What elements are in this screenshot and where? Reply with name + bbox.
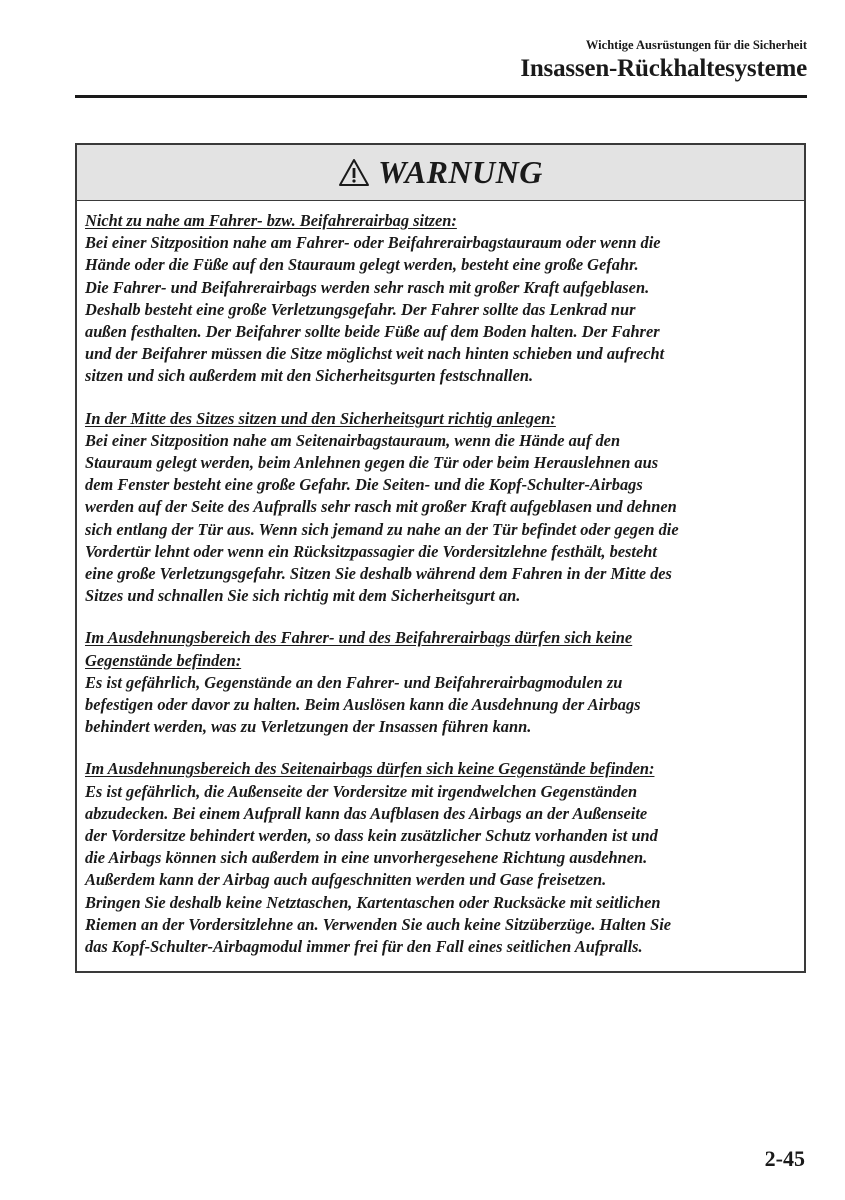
page-number: 2-45 [764,1146,805,1171]
section-text-line: befestigen oder davor zu halten. Beim Auslösen kann die Ausdehnung der Airbags [85,695,641,715]
section-text-line: das Kopf-Schulter-Airbagmodul immer frei für den Fall eines seitlichen Aufpralls. [85,937,643,957]
section-heading: Im Ausdehnungsbereich des Seitenairbags dürfen sich keine Gegenstände befinden: [85,759,655,779]
warning-header [77,145,804,201]
section-subtitle: Wichtige Ausrüstungen für die Sicherheit [585,38,807,52]
section-text-line: Außerdem kann der Airbag auch aufgeschnitten werden und Gase freisetzen. [85,870,607,890]
warning-box [75,143,806,973]
page-title: Insassen-Rückhaltesysteme [520,55,807,82]
section-text-line: Sitzes und schnallen Sie sich richtig mit dem Sicherheitsgurt an. [85,586,521,606]
section-heading: Im Ausdehnungsbereich des Fahrer- und des Beifahrerairbags dürfen sich keine [85,628,633,648]
section-text-line: dem Fenster besteht eine große Gefahr. Die Seiten- und die Kopf-Schulter-Airbags [85,475,643,495]
warning-section [85,627,796,738]
section-text-line: die Airbags können sich außerdem in eine unvorhergesehene Richtung ausdehnen. [85,848,648,868]
section-text-line: der Vordersitze behindert werden, so dass kein zusätzlicher Schutz vorhanden ist und [85,826,658,846]
section-text-line: Riemen an der Vordersitzlehne an. Verwenden Sie auch keine Sitzüberzüge. Halten Sie [85,914,672,934]
section-heading: Gegenstände befinden: [85,650,242,670]
section-text-line: Bringen Sie deshalb keine Netztaschen, Kartentaschen oder Rucksäcke mit seitlichen [85,892,661,912]
section-text-line: Bei einer Sitzposition nahe am Seitenairbagstauraum, wenn die Hände auf den [85,430,621,450]
section-text-line: Deshalb besteht eine große Verletzungsgefahr. Der Fahrer sollte das Lenkrad nur [85,299,636,319]
header-divider [75,95,807,98]
section-heading: In der Mitte des Sitzes sitzen und den Sicherheitsgurt richtig anlegen: [85,408,556,428]
section-heading: Nicht zu nahe am Fahrer- bzw. Beifahrerairbag sitzen: [85,211,457,230]
section-text-line: werden auf der Seite des Aufpralls sehr rasch mit großer Kraft aufgeblasen und dehnen [85,497,677,517]
section-text-line: sich entlang der Tür aus. Wenn sich jemand zu nahe an der Tür befindet oder gegen die [85,519,679,539]
warning-triangle-icon [338,157,370,189]
section-text-line: Vordertür lehnt oder wenn ein Rücksitzpassagier die Vordersitzlehne festhält, besteht [85,541,657,561]
section-text-line: eine große Verletzungsgefahr. Sitzen Sie deshalb während dem Fahren in der Mitte des [85,564,672,584]
section-text-line: Es ist gefährlich, Gegenstände an den Fahrer- und Beifahrerairbagmodulen zu [85,672,623,692]
warning-section [85,408,796,608]
section-text-line: abzudecken. Bei einem Aufprall kann das Aufblasen des Airbags an der Außenseite [85,803,648,823]
section-text-line: Bei einer Sitzposition nahe am Fahrer- oder Beifahrerairbagstauraum oder wenn die [85,233,661,253]
section-text-line: außen festhalten. Der Beifahrer sollte beide Füße auf dem Boden halten. Der Fahrer [85,322,660,342]
section-text-line: und der Beifahrer müssen die Sitze möglichst weit nach hinten schieben und aufrecht [85,344,665,364]
warning-section [85,758,796,958]
warning-body [77,201,804,958]
section-text-line: Stauraum gelegt werden, beim Anlehnen gegen die Tür oder beim Herauslehnen aus [85,453,659,473]
section-text-line: sitzen und sich außerdem mit den Sicherheitsgurten festschnallen. [85,366,534,386]
section-text-line: Hände oder die Füße auf den Stauraum gelegt werden, besteht eine große Gefahr. [85,255,639,275]
section-text-line: behindert werden, was zu Verletzungen der Insassen führen kann. [85,717,532,737]
warning-title: WARNUNG [378,154,543,190]
warning-section [85,210,796,388]
section-text-line: Die Fahrer- und Beifahrerairbags werden sehr rasch mit großer Kraft aufgeblasen. [85,277,650,297]
section-text-line: Es ist gefährlich, die Außenseite der Vordersitze mit irgendwelchen Gegenständen [85,781,638,801]
